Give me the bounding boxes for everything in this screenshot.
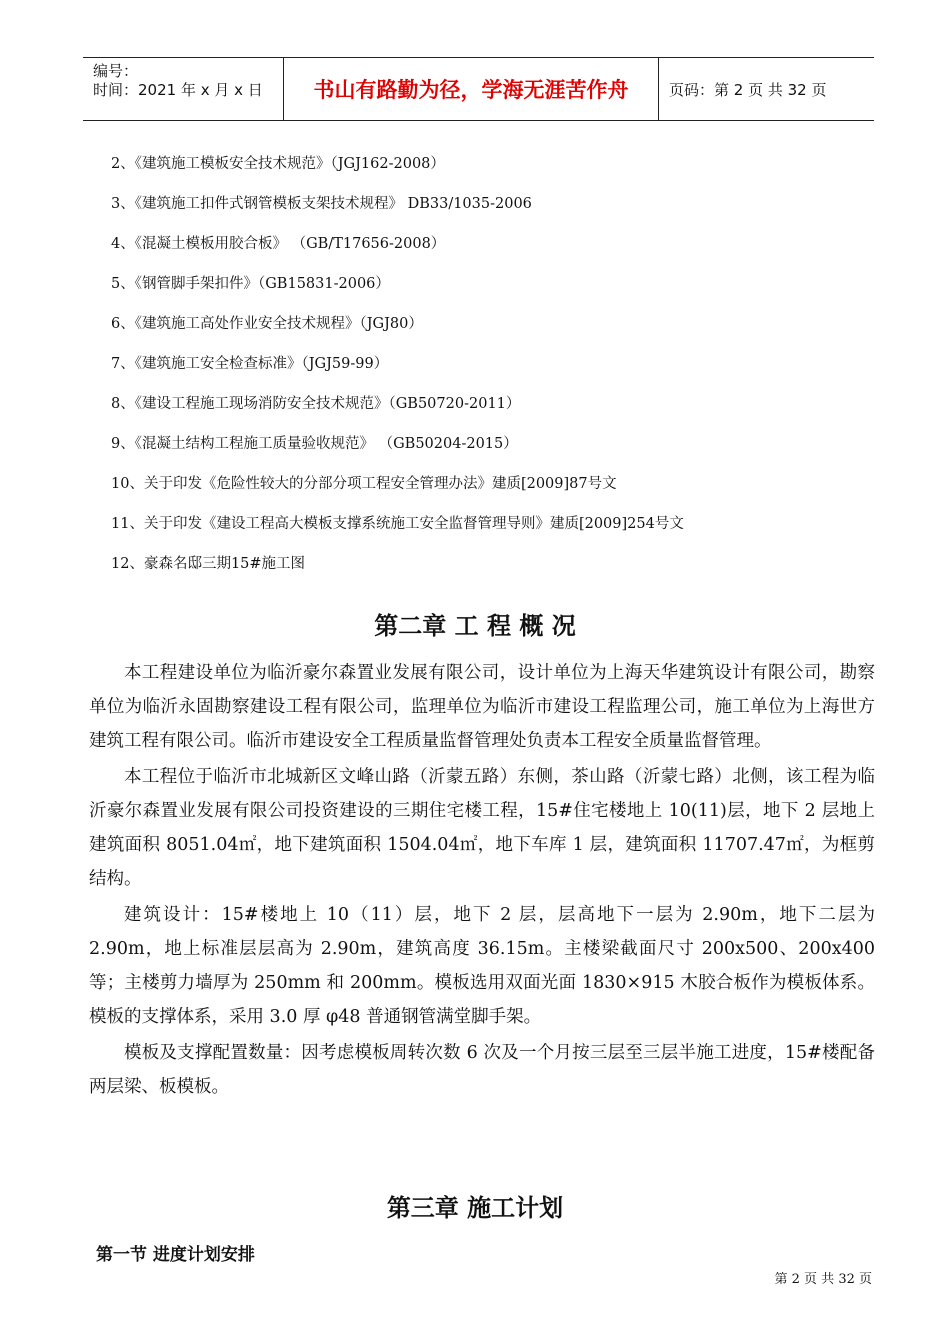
reference-item: 8、《建设工程施工现场消防安全技术规范》（GB50720-2011） bbox=[111, 396, 521, 412]
section-1-title: 第一节 进度计划安排 bbox=[96, 1245, 255, 1265]
header-page-label: 页码：第 2 页 共 32 页 bbox=[669, 80, 827, 99]
reference-item: 3、《建筑施工扣件式钢管模板支架技术规程》 DB33/1035-2006 bbox=[111, 196, 532, 212]
reference-item: 9、《混凝土结构工程施工质量验收规范》 （GB50204-2015） bbox=[111, 436, 518, 452]
location-paragraph: 本工程位于临沂市北城新区文峰山路（沂蒙五路）东侧，茶山路（沂蒙七路）北侧，该工程为临沂豪尔森置业发展有限公司投资建设的三期住宅楼工程，15#住宅楼地上 10(11)层，地下 2 层地上建筑面积 8051.04㎡，地下建筑面积 1504.04㎡，地下车库 1 层，建筑面积 11707.47㎡，为框剪结构。 bbox=[89, 767, 875, 889]
reference-list bbox=[111, 152, 891, 592]
reference-item: 7、《建筑施工安全检查标准》（JGJ59-99） bbox=[111, 356, 389, 372]
number-label: 编号： bbox=[93, 62, 139, 80]
design-paragraph: 建筑设计：15#楼地上 10（11）层，地下 2 层，层高地下一层为 2.90m，地下二层为 2.90m，地上标准层层高为 2.90m，建筑高度 36.15m。主楼梁截面尺寸 200x500、200x400 等；主楼剪力墙厚为 250mm 和 200mm。模板选用双面光面 1830×915 木胶合板作为模板体系。模板的支撑体系，采用 3.0 厚 φ48 普通钢管满堂脚手架。 bbox=[89, 905, 875, 1027]
reference-item: 10、关于印发《危险性较大的分部分项工程安全管理办法》建质[2009]87号文 bbox=[111, 476, 617, 492]
page-footer: 第 2 页 共 32 页 bbox=[774, 1272, 872, 1287]
page-header bbox=[83, 57, 874, 121]
reference-item: 6、《建筑施工高处作业安全技术规程》（JGJ80） bbox=[111, 316, 423, 332]
reference-item: 11、关于印发《建设工程高大模板支撑系统施工安全监督管理导则》建质[2009]254号文 bbox=[111, 516, 684, 532]
time-label: 时间：2021 年 x 月 x 日 bbox=[93, 81, 263, 99]
header-meta bbox=[83, 58, 284, 120]
reference-item: 12、豪森名邸三期15#施工图 bbox=[111, 556, 306, 572]
overview-paragraph: 本工程建设单位为临沂豪尔森置业发展有限公司，设计单位为上海天华建筑设计有限公司，勘察单位为临沂永固勘察建设工程有限公司，监理单位为临沂市建设工程监理公司，施工单位为上海世方建筑工程有限公司。临沂市建设安全工程质量监督管理处负责本工程安全质量监督管理。 bbox=[89, 663, 875, 751]
formwork-paragraph: 模板及支撑配置数量：因考虑模板周转次数 6 次及一个月按三层至三层半施工进度，15#楼配备两层梁、板模板。 bbox=[89, 1043, 875, 1097]
chapter-3-title: 第三章 施工计划 bbox=[386, 1194, 564, 1222]
reference-item: 5、《钢管脚手架扣件》（GB15831-2006） bbox=[111, 276, 390, 292]
header-motto: 书山有路勤为径，学海无涯苦作舟 bbox=[284, 58, 659, 120]
chapter-2-title: 第二章 工 程 概 况 bbox=[374, 612, 576, 640]
chapter-2-body bbox=[89, 656, 875, 1104]
reference-item: 2、《建筑施工模板安全技术规范》（JGJ162-2008） bbox=[111, 156, 445, 172]
reference-item: 4、《混凝土模板用胶合板》 （GB/T17656-2008） bbox=[111, 236, 446, 252]
